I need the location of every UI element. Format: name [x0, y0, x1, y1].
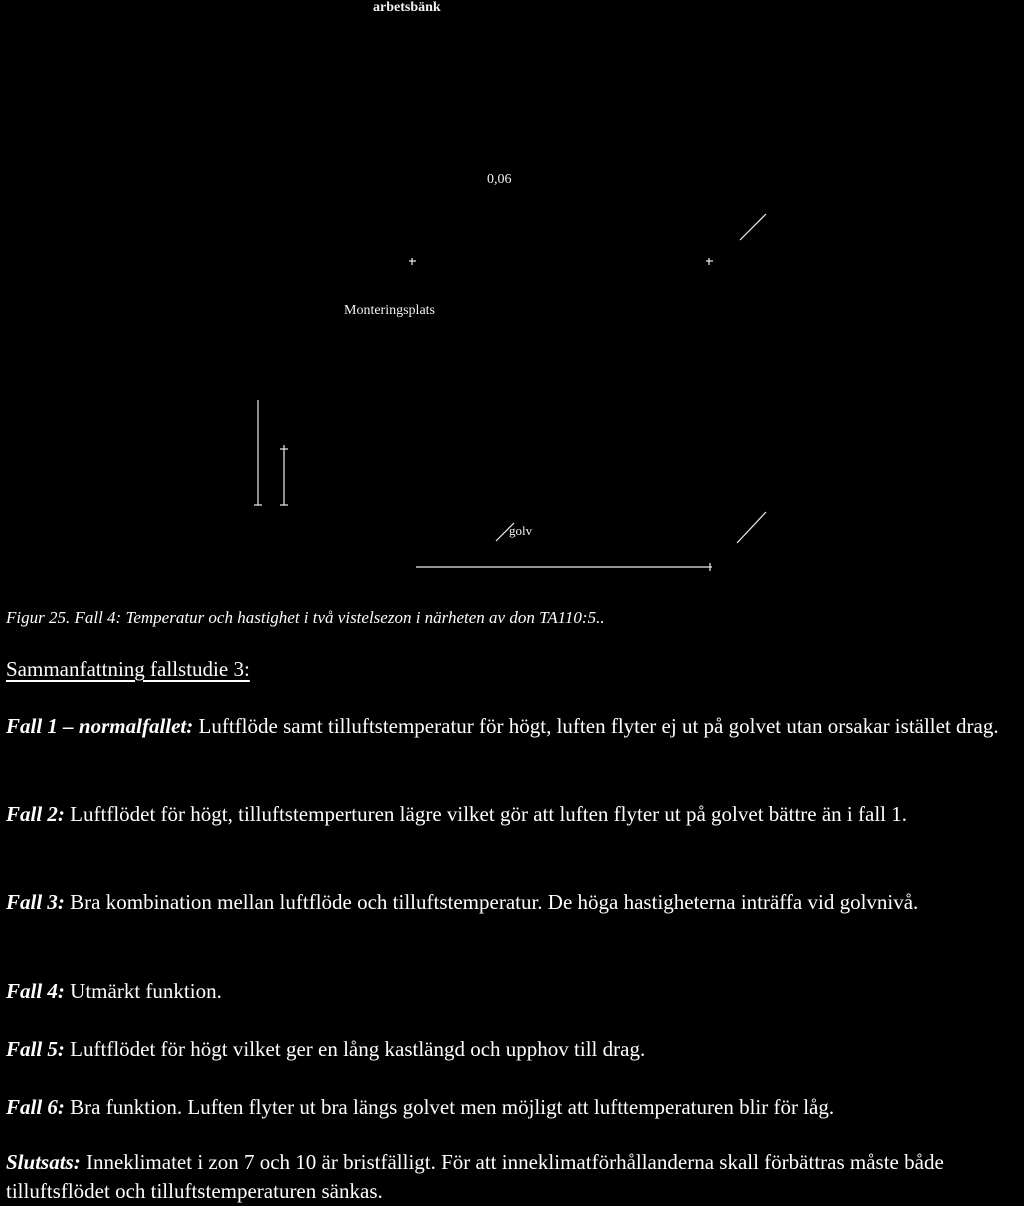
- figure-lines: [0, 0, 1024, 600]
- paragraph-conclusion: Slutsats: Inneklimatet i zon 7 och 10 är bristfälligt. För att inneklimatförhållanderna skall förbättras måste både tilluftsflödet och tilluftstemperaturen sänkas.: [6, 1150, 944, 1203]
- paragraph-fall-2: Fall 2: Luftflödet för högt, tilluftstemperturen lägre vilket gör att luften flyter ut på golvet bättre än i fall 1.: [6, 802, 907, 826]
- slash-mark-upper: [740, 214, 766, 240]
- floor-label: golv: [509, 523, 533, 538]
- marker-left: [409, 258, 416, 265]
- paragraph-fall-3: Fall 3: Bra kombination mellan luftflöde och tilluftstemperatur. De höga hastigheterna inträffa vid golvnivå.: [6, 890, 919, 914]
- paragraph-fall-6: Fall 6: Bra funktion. Luften flyter ut bra längs golvet men möjligt att lufttemperaturen blir för låg.: [6, 1095, 835, 1119]
- marker-right: [706, 258, 713, 265]
- paragraph-fall-4: Fall 4: Utmärkt funktion.: [6, 979, 222, 1003]
- section-heading: Sammanfattning fallstudie 3:: [6, 657, 250, 681]
- workbench-label: arbetsbänk: [373, 0, 441, 15]
- paragraph-fall-1: Fall 1 – normalfallet: Luftflöde samt tilluftstemperatur för högt, luften flyter ej ut på golvet utan orsakar istället drag.: [6, 714, 999, 738]
- slash-mark-lower: [737, 512, 766, 543]
- slash-mark-floor: [496, 523, 514, 541]
- figure-caption: Figur 25. Fall 4: Temperatur och hastighet i två vistelsezon i närheten av don TA110:5..: [6, 608, 605, 627]
- value-label: 0,06: [487, 172, 512, 187]
- mounting-place-label: Monteringsplats: [344, 303, 435, 318]
- paragraph-fall-5: Fall 5: Luftflödet för högt vilket ger en lång kastlängd och upphov till drag.: [6, 1037, 646, 1061]
